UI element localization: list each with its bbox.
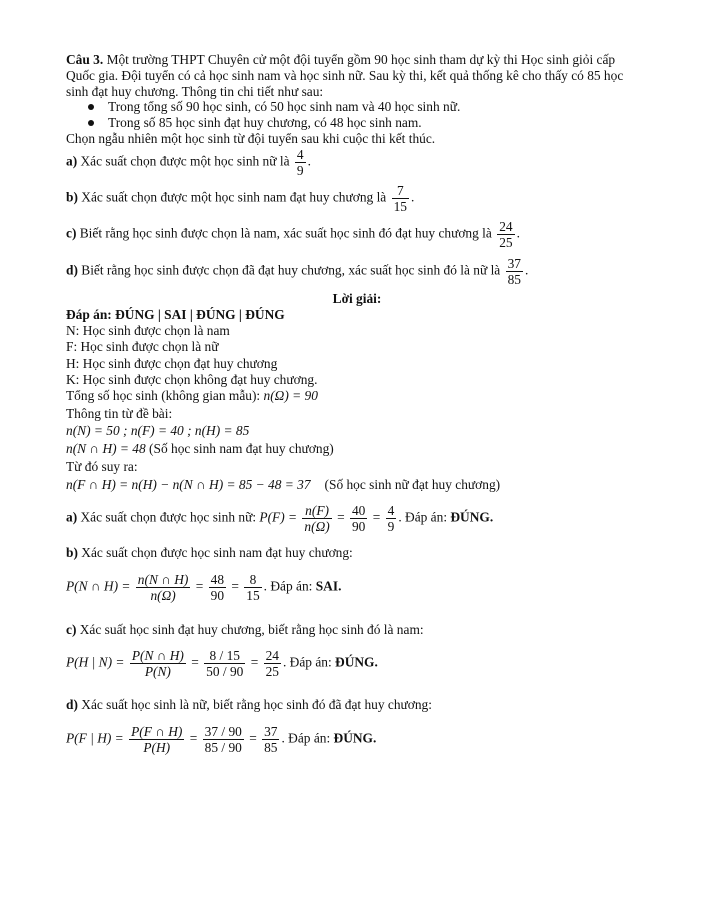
verdict: ĐÚNG.	[333, 730, 377, 746]
bullet-dot	[88, 104, 94, 110]
verdict: SAI.	[315, 578, 342, 594]
denominator: 90	[210, 588, 225, 603]
numerator: 40	[351, 503, 366, 518]
verdict-prefix: . Đáp án:	[281, 730, 334, 746]
formula-d: P(F | H) = $\frac{P(F \cap H)}{P(H)}$ = $\frac{37 / 90}{85 / 90}$ = $\frac{37}{85}$ . Đáp án: ĐÚNG.	[66, 724, 377, 755]
statement-text: Biết rằng học sinh được chọn là nam, xác suất học sinh đó đạt huy chương là	[76, 225, 496, 241]
fraction	[204, 648, 245, 679]
denominator: 9	[387, 519, 395, 534]
derive-note: (Số học sinh nữ đạt huy chương)	[324, 477, 501, 492]
numerator: P(N ∩ H)	[131, 648, 184, 663]
problem-intro-line-3: sinh đạt huy chương. Thông tin chi tiết như sau:	[66, 84, 324, 99]
fraction	[506, 256, 523, 287]
verdict-prefix: . Đáp án:	[263, 578, 316, 594]
info-line-2	[66, 441, 334, 457]
derive-line	[66, 477, 500, 493]
numerator: n(N ∩ H)	[137, 572, 189, 587]
denominator: 85 / 90	[204, 740, 242, 755]
statement-a: a) Xác suất chọn được một học sinh nữ là $\frac{4}{9}$ .	[66, 147, 311, 178]
problem-intro-line-2: Quốc gia. Đội tuyển có cả học sinh nam và học sinh nữ. Sau kỳ thi, kết quả thống kê cho thấy có 85 học	[66, 68, 624, 83]
verdict: ĐÚNG.	[450, 509, 494, 525]
numerator: 48	[210, 572, 225, 587]
fraction	[264, 648, 281, 679]
sample-space-line	[66, 388, 318, 404]
statement-b: b) Xác suất chọn được một học sinh nam đạt huy chương là $\frac{7}{15}$ .	[66, 183, 415, 214]
fraction	[262, 724, 279, 755]
statement-text: Biết rằng học sinh được chọn đã đạt huy chương, xác suất học sinh đó là nữ là	[77, 262, 504, 278]
denominator: 85	[507, 272, 521, 287]
solution-part-c	[66, 622, 424, 638]
info-label: Thông tin từ đề bài:	[66, 406, 173, 421]
fraction	[350, 503, 367, 534]
bullet-item: Trong tổng số 90 học sinh, có 50 học sinh nam và 40 học sinh nữ.	[108, 99, 461, 114]
part-text: Xác suất học sinh đạt huy chương, biết rằng học sinh đó là nam:	[76, 622, 424, 637]
part-label: d)	[66, 697, 78, 712]
denominator: 15	[393, 199, 407, 214]
part-text: Xác suất chọn được học sinh nữ:	[77, 509, 260, 525]
solution-heading: Lời giải:	[332, 291, 382, 306]
numerator: 8 / 15	[204, 648, 245, 664]
problem-label: Câu 3.	[66, 52, 104, 67]
fraction	[295, 147, 306, 178]
numerator: 37	[507, 256, 521, 271]
solution-part-d	[66, 697, 432, 713]
sample-space-math: n(Ω) = 90	[263, 388, 318, 403]
denominator: P(N)	[144, 664, 171, 679]
info-line-1: n(N) = 50 ; n(F) = 40 ; n(H) = 85	[66, 423, 250, 438]
numerator: 24	[265, 648, 279, 663]
part-text: Xác suất chọn được học sinh nam đạt huy chương:	[77, 545, 353, 560]
formula-lhs: P(H | N) =	[66, 654, 128, 670]
fraction	[302, 503, 331, 534]
verdict-prefix: . Đáp án:	[398, 509, 451, 525]
numerator: 4	[296, 147, 304, 162]
denominator: 50 / 90	[206, 664, 244, 679]
definition-item: N: Học sinh được chọn là nam	[66, 323, 230, 338]
formula-lhs: P(N ∩ H) =	[66, 578, 134, 594]
numerator: 37	[264, 724, 278, 739]
numerator: 24	[499, 219, 513, 234]
numerator: n(F)	[302, 503, 331, 519]
part-text: Xác suất học sinh là nữ, biết rằng học sinh đó đã đạt huy chương:	[77, 697, 432, 712]
denominator: 25	[499, 235, 513, 250]
part-label: a)	[66, 509, 78, 525]
fraction	[386, 503, 397, 534]
statement-d: d) Biết rằng học sinh được chọn đã đạt huy chương, xác suất học sinh đó là nữ là $\frac{37}{85}$ .	[66, 256, 529, 287]
denominator: 85	[264, 740, 278, 755]
verdict: ĐÚNG.	[335, 654, 378, 670]
numerator: 37 / 90	[204, 724, 242, 739]
denominator: n(Ω)	[150, 588, 176, 603]
fraction	[129, 724, 184, 755]
denominator: n(Ω)	[304, 519, 330, 534]
denominator: P(H)	[143, 740, 171, 755]
statement-c: c) Biết rằng học sinh được chọn là nam, xác suất học sinh đó đạt huy chương là $\frac{24}{25}$ .	[66, 219, 520, 250]
problem-intro-line-1	[66, 52, 615, 68]
numerator: 4	[387, 503, 395, 518]
fraction	[244, 572, 261, 603]
formula-c: P(H | N) = $\frac{P(N \cap H)}{P(N)}$ = $\frac{8 / 15}{50 / 90}$ = $\frac{24}{25}$ . Đáp án: ĐÚNG.	[66, 648, 378, 679]
intro-text-1: Một trường THPT Chuyên cử một đội tuyển gồm 90 học sinh tham dự kỳ thi Học sinh giỏi cấp	[103, 52, 616, 67]
bullet-dot	[88, 120, 94, 126]
statement-label: b)	[66, 189, 78, 205]
info-note: (Số học sinh nam đạt huy chương)	[145, 441, 334, 456]
formula-b: P(N ∩ H) = $\frac{n(N \cap H)}{n(\Omega)}$ = $\frac{48}{90}$ = $\frac{8}{15}$ . Đáp án: SAI.	[66, 572, 342, 603]
fraction	[392, 183, 409, 214]
statement-text: Xác suất chọn được một học sinh nam đạt huy chương là	[77, 189, 390, 205]
numerator: P(F ∩ H)	[131, 724, 183, 739]
definition-item: F: Học sinh được chọn là nữ	[66, 339, 219, 354]
numerator: 7	[392, 183, 409, 199]
denominator: 15	[246, 588, 260, 603]
solution-part-b	[66, 545, 353, 561]
solution-part-a: a) Xác suất chọn được học sinh nữ: P(F) = $\frac{n(F)}{n(\Omega)}$ = $\frac{40}{90}$ = $\frac{4}{9}$ . Đáp án: ĐÚNG.	[66, 503, 494, 534]
fraction	[209, 572, 226, 603]
statement-label: a)	[66, 153, 78, 169]
statement-label: c)	[66, 225, 77, 241]
part-label: c)	[66, 622, 77, 637]
answer-key: Đáp án: ĐÚNG | SAI | ĐÚNG | ĐÚNG	[66, 307, 285, 322]
verdict-prefix: . Đáp án:	[282, 654, 336, 670]
fraction	[497, 219, 514, 250]
definition-item: K: Học sinh được chọn không đạt huy chương.	[66, 372, 318, 387]
formula-lhs: P(F) =	[259, 509, 301, 525]
info-math: n(N ∩ H) = 48	[66, 441, 146, 456]
denominator: 90	[351, 519, 366, 534]
formula-lhs: P(F | H) =	[66, 730, 128, 746]
part-label: b)	[66, 545, 78, 560]
denominator: 9	[296, 163, 304, 178]
fraction	[203, 724, 244, 755]
bullet-item: Trong số 85 học sinh đạt huy chương, có 48 học sinh nam.	[108, 115, 422, 130]
fraction	[130, 648, 186, 679]
denominator: 25	[265, 664, 279, 679]
derive-label: Từ đó suy ra:	[66, 459, 138, 474]
instruction: Chọn ngẫu nhiên một học sinh từ đội tuyển sau khi cuộc thi kết thúc.	[66, 131, 436, 146]
numerator: 8	[244, 572, 261, 588]
statement-label: d)	[66, 262, 78, 278]
sample-space-text: Tổng số học sinh (không gian mẫu):	[66, 388, 264, 403]
derive-math: n(F ∩ H) = n(H) − n(N ∩ H) = 85 − 48 = 37	[66, 477, 311, 492]
statement-text: Xác suất chọn được một học sinh nữ là	[77, 153, 293, 169]
fraction	[136, 572, 191, 603]
definition-item: H: Học sinh được chọn đạt huy chương	[66, 356, 278, 371]
